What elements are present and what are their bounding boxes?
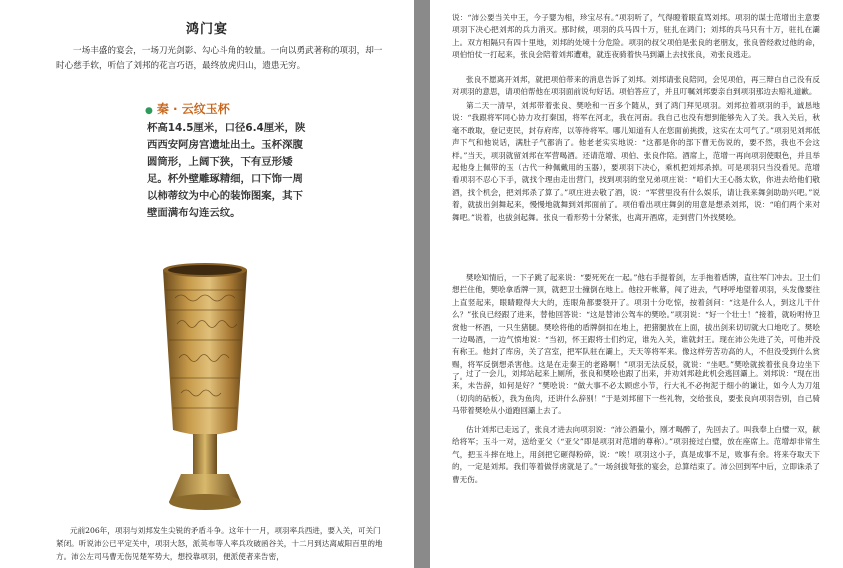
body-paragraph: 说：“沛公要当关中王，今子婴为相，珍宝尽有。”项羽听了，气得瞪着眼直骂刘邦。项羽的谋士范增出主意要项羽下决心把刘邦的兵力消灭。那时候，项羽的兵马四十万，驻扎在鸿门；刘邦的兵马只有十万，驻扎在灞上。双方相隔只有四十里地，刘邦的处境十分危险。项羽的叔父项伯是张良的老朋友，张良曾经救过他的命，项伯怕仗一打起来，张良会陪着刘邦遭难，就连夜骑着快马到灞上去找张良，劝张良逃走。 — [452, 13, 820, 60]
bottom-paragraph: 元前206年，项羽与刘邦发生尖锐的矛盾斗争。这年十一月，项羽率兵西进，要入关，可关门紧闭。听说沛公已平定关中，项羽大怒，派英布等人率兵攻破函谷关，十二月到达离咸阳百里的地方。沛公左司马曹无伤见楚军势大，想投靠项羽，便派使者来告密， — [56, 526, 383, 561]
left-page — [0, 0, 414, 568]
intro-paragraph: 一场丰盛的宴会，一场刀光剑影、勾心斗角的较量。一向以勇武著称的项羽，却一时心慈手软，听信了刘邦的花言巧语，最终放虎归山，遗患无穷。 — [56, 46, 383, 71]
body-paragraph: 估计刘邦已走远了，张良才进去向项羽说：“沛公酒量小，刚才喝醉了，先回去了。叫我奉上白璧一双，献给将军；玉斗一对，送给亚父（“亚父”即是项羽对范增的尊称）。”项羽接过白璧，放在座席上。范增却非常生气，把玉斗摔在地上，用剑把它砸得粉碎，说：“唉！项羽这小子，真是成事不足，败事有余。将来夺取天下的，一定是刘邦。我们等着做俘虏就是了。”一场剑拔弩张的宴会，总算结束了。沛公回到军中后，立即诛杀了曹无伤。 — [452, 425, 820, 484]
body-paragraph: 第二天一清早，刘邦带着张良、樊哙和一百多个随从，到了鸿门拜见项羽。刘邦拉着项羽的手，诚恳地说：“我跟将军同心协力攻打秦国，将军在河北，我在河南。我自己也没有想到能够先入了关。我入关后，秋毫不敢取，登记吏民，封存府库，以等待将军。哪儿知道有人在您面前挑拨，这实在太可气了。”项羽见刘邦低声下气和他说话，满肚子气都消了。他老老实实地说：“这都是你的部下曹无伤说的，要不然，我也不会这样。”当天，项羽就留刘邦在军营喝酒。还请范增、项伯、张良作陪。酒席上，范增一再向项羽使眼色，并且举起他身上佩带的玉（古代一种佩戴用的玉器），要项羽下决心，乘机把刘邦杀掉。可是项羽只当没看见。范增看项羽不忍心下手，就找个理由走出营门，找到项羽的堂兄弟项庄说：“咱们大王心肠太软，你进去给他们敬酒，找个机会，把刘邦杀了算了。”项庄进去敬了酒，说：“军营里没有什么娱乐，请让我来舞剑助助兴吧。”说着，就拔出剑舞起来，慢慢地就舞到刘邦面前了。项伯看出项庄舞剑的用意是想杀刘邦，说：“咱们两个来对舞吧。”说着，也拔剑起舞。张良一看形势十分紧张，也离开酒席，走到营门外找樊哙。 — [452, 101, 820, 222]
feature-heading — [145, 100, 230, 117]
body-paragraph: 樊哙知情后，一下子跳了起来说：“要死死在一起。”他右手提着剑，左手拖着盾牌，直往军门冲去。卫士们想拦住他，樊哙拿盾牌一顶，就把卫士撞倒在地上。他拉开帐幕，闯了进去，气呼呼地望着项羽，头发像要往上直竖起来，眼睛瞪得大大的，连眼角都要裂开了。项羽十分吃惊，按着剑问：“这是什么人，到这儿干什么？”张良已经跟了进来，替他回答说：“这是替沛公驾车的樊哙。”项羽说：“好一个壮士！”接着，就吩咐侍卫赏他一杯酒，一只生猪腿。樊哙将他的盾牌倒扣在地上，把猪腿放在上面，拔出剑来切切就大口地吃了。樊哙一边喝酒，一边气愤地说：“当初，怀王跟将士们约定，谁先入关，谁就封王。现在沛公先进了关，可他并没有称王。他封了库房，关了宫室，把军队驻在灞上，天天等将军来。像这样劳苦功高的人，不但没受到什么赏赐，将军反倒想杀害他。这是在走秦王的老路啊！”项羽无法反驳，就说：“坐吧。”樊哙就挨着张良身边坐下了。 — [452, 273, 820, 382]
bullet-dot-icon: ● — [145, 106, 153, 116]
feature-title: 秦 · 云纹玉杯 — [156, 102, 230, 116]
body-paragraph: 张良不愿离开刘邦，就把项伯带来的消息告诉了刘邦。刘邦请张良陪同，会见项伯，再三辩白自己没有反对项羽的意思，请项伯帮他在项羽面前说句好话。项伯答应了，并且叮嘱刘邦要亲自到项羽那边去赔礼道歉。 — [452, 75, 820, 97]
right-page — [430, 0, 843, 568]
jade-cup-image — [155, 258, 255, 520]
feature-description: 杯高14.5厘米，口径6.4厘米，陕西西安阿房宫遗址出土。玉杯深腹圆筒形，上阔下狭，下有豆形矮足。杯外壁雕琢精细，口下饰一周以柿蒂纹为中心的装饰图案，其下壁面满布勾连云纹。 — [147, 122, 306, 219]
page-title: 鸿门宴 — [185, 22, 228, 37]
body-paragraph: 过了一会儿，刘邦站起来上厕所，张良和樊哙也跟了出来，并劝刘邦趁此机会逃回灞上。刘邦说：“现在出来，未告辞，如何是好？”樊哙说：“做大事不必太顾虑小节，行大礼不必拘泥于细小的谦让，如今人为刀俎（切肉的砧板），我为鱼肉，还讲什么辞别！”于是刘邦留下一些礼物，交给张良，要张良向项羽告别，自己骑马带着樊哙从小道跑回灞上去了。 — [452, 369, 820, 416]
